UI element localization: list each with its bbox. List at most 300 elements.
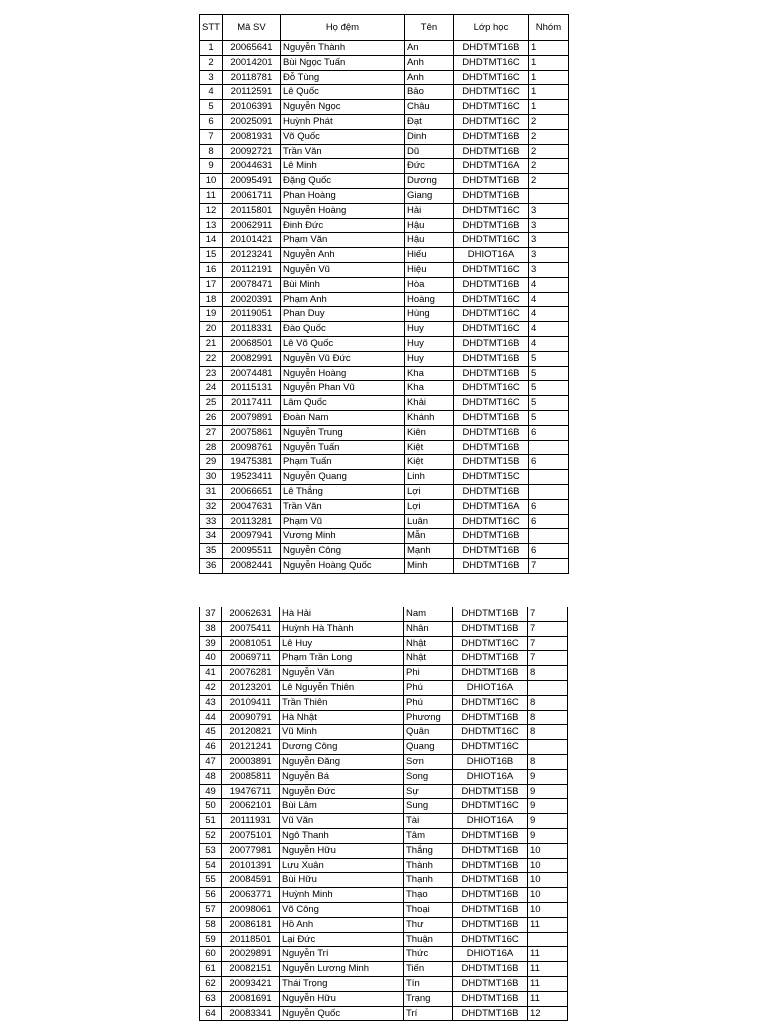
class-cell: DHDTMT16B (453, 440, 528, 455)
middle-name-cell: Nguyễn Hoàng Quốc (280, 558, 404, 573)
group-cell (528, 484, 568, 499)
stt-cell: 14 (200, 233, 223, 248)
class-cell: DHIOT16A (453, 769, 528, 784)
class-cell: DHDTMT16B (453, 144, 528, 159)
student-id-cell: 20101421 (222, 233, 280, 248)
middle-name-cell: Trần Văn (280, 499, 404, 514)
middle-name-cell: Đinh Đức (280, 218, 404, 233)
stt-cell: 16 (200, 262, 223, 277)
student-id-cell: 20062631 (222, 607, 280, 621)
student-id-cell: 20061711 (222, 188, 280, 203)
table-row (200, 902, 568, 917)
table-row (200, 976, 568, 991)
first-name-cell: Quang (404, 740, 453, 755)
middle-name-cell: Huỳnh Phát (280, 114, 404, 129)
middle-name-cell: Võ Quốc (280, 129, 404, 144)
student-id-cell: 20095491 (222, 174, 280, 189)
table-row (200, 159, 569, 174)
student-id-cell: 20084591 (222, 873, 280, 888)
group-cell: 3 (528, 218, 568, 233)
first-name-cell: Hậu (404, 233, 453, 248)
student-id-cell: 20115131 (222, 381, 280, 396)
class-cell: DHDTMT16C (453, 636, 528, 651)
table-row (200, 725, 568, 740)
group-cell: 9 (528, 799, 568, 814)
stt-cell: 41 (200, 666, 222, 681)
middle-name-cell: Lê Quốc (280, 85, 404, 100)
student-id-cell: 20118781 (222, 70, 280, 85)
student-id-cell: 20062101 (222, 799, 280, 814)
first-name-cell: Lợi (404, 484, 453, 499)
first-name-cell: Phi (404, 666, 453, 681)
student-table-page-2 (199, 607, 568, 1021)
middle-name-cell: Hồ Anh (280, 917, 404, 932)
stt-cell: 53 (200, 843, 222, 858)
stt-cell: 9 (200, 159, 223, 174)
student-id-cell: 20112591 (222, 85, 280, 100)
class-cell: DHDTMT16B (453, 174, 528, 189)
middle-name-cell: Nguyễn Đức (280, 784, 404, 799)
group-cell: 8 (528, 695, 568, 710)
middle-name-cell: Bùi Lâm (280, 799, 404, 814)
first-name-cell: Tài (404, 814, 453, 829)
table-row (200, 558, 569, 573)
stt-cell: 31 (200, 484, 223, 499)
first-name-cell: Hậu (404, 218, 453, 233)
first-name-cell: Kiệt (404, 455, 453, 470)
class-cell: DHDTMT16C (453, 322, 528, 337)
first-name-cell: Huy (404, 336, 453, 351)
first-name-cell: Giang (404, 188, 453, 203)
table-row (200, 336, 569, 351)
group-cell: 7 (528, 651, 568, 666)
class-cell: DHDTMT16C (453, 100, 528, 115)
stt-cell: 6 (200, 114, 223, 129)
student-id-cell: 20117411 (222, 396, 280, 411)
table-row (200, 307, 569, 322)
group-cell: 4 (528, 292, 568, 307)
class-cell: DHDTMT16B (453, 366, 528, 381)
group-cell: 5 (528, 366, 568, 381)
middle-name-cell: Nguyễn Quang (280, 470, 404, 485)
class-cell: DHDTMT16B (453, 666, 528, 681)
class-cell: DHDTMT16C (453, 203, 528, 218)
student-id-cell: 20082151 (222, 962, 280, 977)
stt-cell: 49 (200, 784, 222, 799)
group-cell: 10 (528, 858, 568, 873)
stt-cell: 44 (200, 710, 222, 725)
class-cell: DHDTMT16C (453, 307, 528, 322)
stt-cell: 43 (200, 695, 222, 710)
table-row (200, 262, 569, 277)
student-id-cell: 20075411 (222, 621, 280, 636)
middle-name-cell: Phạm Văn (280, 233, 404, 248)
class-cell: DHDTMT16B (453, 544, 528, 559)
student-id-cell: 20062911 (222, 218, 280, 233)
student-id-cell: 20074481 (222, 366, 280, 381)
stt-cell: 13 (200, 218, 223, 233)
student-id-cell: 20095511 (222, 544, 280, 559)
stt-cell: 62 (200, 976, 222, 991)
student-id-cell: 20066651 (222, 484, 280, 499)
first-name-cell: Mẫn (404, 529, 453, 544)
table-body-page-1 (200, 41, 569, 574)
middle-name-cell: Vũ Minh (280, 725, 404, 740)
table-row (200, 784, 568, 799)
table-row (200, 366, 569, 381)
group-cell: 3 (528, 248, 568, 263)
table-row (200, 455, 569, 470)
student-id-cell: 20085811 (222, 769, 280, 784)
table-row (200, 277, 569, 292)
group-cell: 3 (528, 262, 568, 277)
middle-name-cell: Nguyễn Hữu (280, 843, 404, 858)
table-row (200, 129, 569, 144)
first-name-cell: Huy (404, 351, 453, 366)
student-id-cell: 20123201 (222, 680, 280, 695)
class-cell: DHIOT16A (453, 947, 528, 962)
table-row (200, 85, 569, 100)
middle-name-cell: Nguyễn Công (280, 544, 404, 559)
table-row (200, 828, 568, 843)
middle-name-cell: Phạm Anh (280, 292, 404, 307)
first-name-cell: Kiên (404, 425, 453, 440)
group-cell: 10 (528, 902, 568, 917)
student-id-cell: 20086181 (222, 917, 280, 932)
student-id-cell: 20078471 (222, 277, 280, 292)
class-cell: DHDTMT16B (453, 991, 528, 1006)
group-cell: 7 (528, 607, 568, 621)
class-cell: DHDTMT16B (453, 1006, 528, 1021)
stt-cell: 5 (200, 100, 223, 115)
first-name-cell: Trạng (404, 991, 453, 1006)
student-id-cell: 20079891 (222, 410, 280, 425)
table-row (200, 962, 568, 977)
group-cell (528, 932, 568, 947)
middle-name-cell: Huỳnh Hà Thành (280, 621, 404, 636)
table-row (200, 843, 568, 858)
student-id-cell: 20076281 (222, 666, 280, 681)
group-cell: 4 (528, 322, 568, 337)
group-cell: 11 (528, 962, 568, 977)
class-cell: DHDTMT16B (453, 873, 528, 888)
student-id-cell: 20063771 (222, 888, 280, 903)
student-id-cell: 20025091 (222, 114, 280, 129)
stt-cell: 45 (200, 725, 222, 740)
group-cell: 1 (528, 41, 568, 56)
stt-cell: 36 (200, 558, 223, 573)
class-cell: DHIOT16B (453, 754, 528, 769)
class-cell: DHDTMT16C (453, 396, 528, 411)
student-id-cell: 20082991 (222, 351, 280, 366)
class-cell: DHDTMT16B (453, 277, 528, 292)
header-class: Lớp học (453, 15, 528, 41)
group-cell: 9 (528, 828, 568, 843)
student-id-cell: 20029891 (222, 947, 280, 962)
class-cell: DHDTMT16C (453, 262, 528, 277)
group-cell: 5 (528, 381, 568, 396)
middle-name-cell: Nguyễn Thành (280, 41, 404, 56)
table-row (200, 188, 569, 203)
first-name-cell: Thạo (404, 888, 453, 903)
middle-name-cell: Nguyễn Bá (280, 769, 404, 784)
class-cell: DHDTMT16B (453, 336, 528, 351)
class-cell: DHDTMT16B (453, 188, 528, 203)
class-cell: DHDTMT16C (453, 514, 528, 529)
first-name-cell: Quân (404, 725, 453, 740)
group-cell: 5 (528, 351, 568, 366)
student-id-cell: 20092721 (222, 144, 280, 159)
middle-name-cell: Ngô Thanh (280, 828, 404, 843)
table-row (200, 529, 569, 544)
table-row (200, 888, 568, 903)
middle-name-cell: Đỗ Tùng (280, 70, 404, 85)
first-name-cell: Thành (404, 858, 453, 873)
student-id-cell: 20083341 (222, 1006, 280, 1021)
class-cell: DHDTMT16C (453, 740, 528, 755)
group-cell: 4 (528, 277, 568, 292)
first-name-cell: Phương (404, 710, 453, 725)
group-cell (528, 470, 568, 485)
stt-cell: 35 (200, 544, 223, 559)
first-name-cell: Nam (404, 607, 453, 621)
middle-name-cell: Lê Nguyễn Thiên (280, 680, 404, 695)
student-id-cell: 20075101 (222, 828, 280, 843)
first-name-cell: Trí (404, 1006, 453, 1021)
class-cell: DHDTMT16C (453, 55, 528, 70)
student-id-cell: 20075861 (222, 425, 280, 440)
table-row (200, 932, 568, 947)
table-row (200, 70, 569, 85)
first-name-cell: Nhân (404, 621, 453, 636)
table-row (200, 144, 569, 159)
class-cell: DHDTMT16C (453, 114, 528, 129)
table-row (200, 1006, 568, 1021)
class-cell: DHDTMT16B (453, 621, 528, 636)
header-group: Nhóm (528, 15, 568, 41)
student-id-cell: 20065641 (222, 41, 280, 56)
first-name-cell: Hiếu (404, 248, 453, 263)
header-student-id: Mã SV (222, 15, 280, 41)
class-cell: DHDTMT16C (453, 233, 528, 248)
table-row (200, 351, 569, 366)
group-cell: 1 (528, 85, 568, 100)
middle-name-cell: Huỳnh Minh (280, 888, 404, 903)
group-cell: 1 (528, 55, 568, 70)
stt-cell: 23 (200, 366, 223, 381)
table-row (200, 470, 569, 485)
group-cell: 2 (528, 129, 568, 144)
middle-name-cell: Nguyễn Hữu (280, 991, 404, 1006)
stt-cell: 25 (200, 396, 223, 411)
group-cell: 4 (528, 336, 568, 351)
table-body-page-2 (200, 607, 568, 1021)
group-cell (528, 188, 568, 203)
table-row (200, 41, 569, 56)
first-name-cell: Thức (404, 947, 453, 962)
first-name-cell: Phú (404, 680, 453, 695)
middle-name-cell: Phạm Vũ (280, 514, 404, 529)
group-cell: 2 (528, 159, 568, 174)
student-id-cell: 20069711 (222, 651, 280, 666)
middle-name-cell: Lê Huy (280, 636, 404, 651)
student-id-cell: 20121241 (222, 740, 280, 755)
header-first-name: Tên (404, 15, 453, 41)
middle-name-cell: Lê Võ Quốc (280, 336, 404, 351)
stt-cell: 55 (200, 873, 222, 888)
group-cell: 9 (528, 814, 568, 829)
student-id-cell: 20098761 (222, 440, 280, 455)
middle-name-cell: Hà Hải (280, 607, 404, 621)
group-cell: 6 (528, 425, 568, 440)
table-row (200, 544, 569, 559)
group-cell (528, 680, 568, 695)
stt-cell: 57 (200, 902, 222, 917)
group-cell: 1 (528, 70, 568, 85)
first-name-cell: Minh (404, 558, 453, 573)
middle-name-cell: Bùi Ngọc Tuấn (280, 55, 404, 70)
student-id-cell: 20020391 (222, 292, 280, 307)
first-name-cell: Luân (404, 514, 453, 529)
stt-cell: 12 (200, 203, 223, 218)
class-cell: DHIOT16A (453, 248, 528, 263)
group-cell: 8 (528, 666, 568, 681)
class-cell: DHDTMT16C (453, 85, 528, 100)
table-row (200, 991, 568, 1006)
class-cell: DHDTMT16B (453, 976, 528, 991)
first-name-cell: Thạnh (404, 873, 453, 888)
first-name-cell: Đức (404, 159, 453, 174)
first-name-cell: Sự (404, 784, 453, 799)
class-cell: DHDTMT16B (453, 484, 528, 499)
stt-cell: 38 (200, 621, 222, 636)
stt-cell: 59 (200, 932, 222, 947)
table-row (200, 55, 569, 70)
stt-cell: 34 (200, 529, 223, 544)
class-cell: DHDTMT16B (453, 410, 528, 425)
first-name-cell: Huy (404, 322, 453, 337)
first-name-cell: Đạt (404, 114, 453, 129)
first-name-cell: Sung (404, 799, 453, 814)
stt-cell: 52 (200, 828, 222, 843)
student-id-cell: 20111931 (222, 814, 280, 829)
group-cell: 2 (528, 114, 568, 129)
table-row (200, 873, 568, 888)
table-row (200, 396, 569, 411)
table-row (200, 858, 568, 873)
group-cell: 3 (528, 233, 568, 248)
table-row (200, 203, 569, 218)
first-name-cell: Nhật (404, 636, 453, 651)
first-name-cell: Hải (404, 203, 453, 218)
class-cell: DHDTMT16B (453, 129, 528, 144)
class-cell: DHDTMT16C (453, 381, 528, 396)
middle-name-cell: Nguyễn Vũ Đức (280, 351, 404, 366)
student-id-cell: 20119051 (222, 307, 280, 322)
stt-cell: 40 (200, 651, 222, 666)
table-row (200, 754, 568, 769)
group-cell: 4 (528, 307, 568, 322)
stt-cell: 18 (200, 292, 223, 307)
first-name-cell: Khánh (404, 410, 453, 425)
first-name-cell: Anh (404, 70, 453, 85)
group-cell: 6 (528, 455, 568, 470)
class-cell: DHDTMT15C (453, 470, 528, 485)
table-row (200, 440, 569, 455)
student-id-cell: 20090791 (222, 710, 280, 725)
class-cell: DHDTMT16B (453, 858, 528, 873)
class-cell: DHDTMT16B (453, 710, 528, 725)
student-id-cell: 20014201 (222, 55, 280, 70)
middle-name-cell: Lâm Quốc (280, 396, 404, 411)
stt-cell: 24 (200, 381, 223, 396)
group-cell: 7 (528, 621, 568, 636)
middle-name-cell: Phan Hoàng (280, 188, 404, 203)
first-name-cell: Thuận (404, 932, 453, 947)
student-id-cell: 20123241 (222, 248, 280, 263)
stt-cell: 60 (200, 947, 222, 962)
first-name-cell: Nhật (404, 651, 453, 666)
stt-cell: 20 (200, 322, 223, 337)
first-name-cell: Tín (404, 976, 453, 991)
student-id-cell: 20115801 (222, 203, 280, 218)
student-table-page-1 (199, 14, 569, 574)
stt-cell: 37 (200, 607, 222, 621)
class-cell: DHDTMT16B (453, 529, 528, 544)
group-cell: 11 (528, 917, 568, 932)
class-cell: DHDTMT16B (453, 558, 528, 573)
stt-cell: 46 (200, 740, 222, 755)
student-id-cell: 20106391 (222, 100, 280, 115)
class-cell: DHDTMT16C (453, 932, 528, 947)
middle-name-cell: Nguyễn Anh (280, 248, 404, 263)
student-id-cell: 20118331 (222, 322, 280, 337)
first-name-cell: Song (404, 769, 453, 784)
middle-name-cell: Nguyễn Văn (280, 666, 404, 681)
first-name-cell: An (404, 41, 453, 56)
stt-cell: 63 (200, 991, 222, 1006)
student-id-cell: 20098061 (222, 902, 280, 917)
group-cell: 7 (528, 558, 568, 573)
middle-name-cell: Bùi Hữu (280, 873, 404, 888)
middle-name-cell: Trần Văn (280, 144, 404, 159)
first-name-cell: Dũ (404, 144, 453, 159)
table-row (200, 710, 568, 725)
first-name-cell: Linh (404, 470, 453, 485)
student-id-cell: 20112191 (222, 262, 280, 277)
stt-cell: 47 (200, 754, 222, 769)
middle-name-cell: Đặng Quốc (280, 174, 404, 189)
table-row (200, 769, 568, 784)
table-row (200, 218, 569, 233)
student-id-cell: 20120821 (222, 725, 280, 740)
stt-cell: 8 (200, 144, 223, 159)
middle-name-cell: Trần Thiên (280, 695, 404, 710)
class-cell: DHIOT16A (453, 814, 528, 829)
middle-name-cell: Nguyễn Phan Vũ (280, 381, 404, 396)
class-cell: DHDTMT16A (453, 499, 528, 514)
student-id-cell: 19523411 (222, 470, 280, 485)
class-cell: DHDTMT16B (453, 962, 528, 977)
stt-cell: 17 (200, 277, 223, 292)
student-id-cell: 20081931 (222, 129, 280, 144)
group-cell (528, 740, 568, 755)
middle-name-cell: Lê Thắng (280, 484, 404, 499)
middle-name-cell: Lại Đức (280, 932, 404, 947)
table-row (200, 680, 568, 695)
group-cell: 8 (528, 754, 568, 769)
first-name-cell: Thư (404, 917, 453, 932)
